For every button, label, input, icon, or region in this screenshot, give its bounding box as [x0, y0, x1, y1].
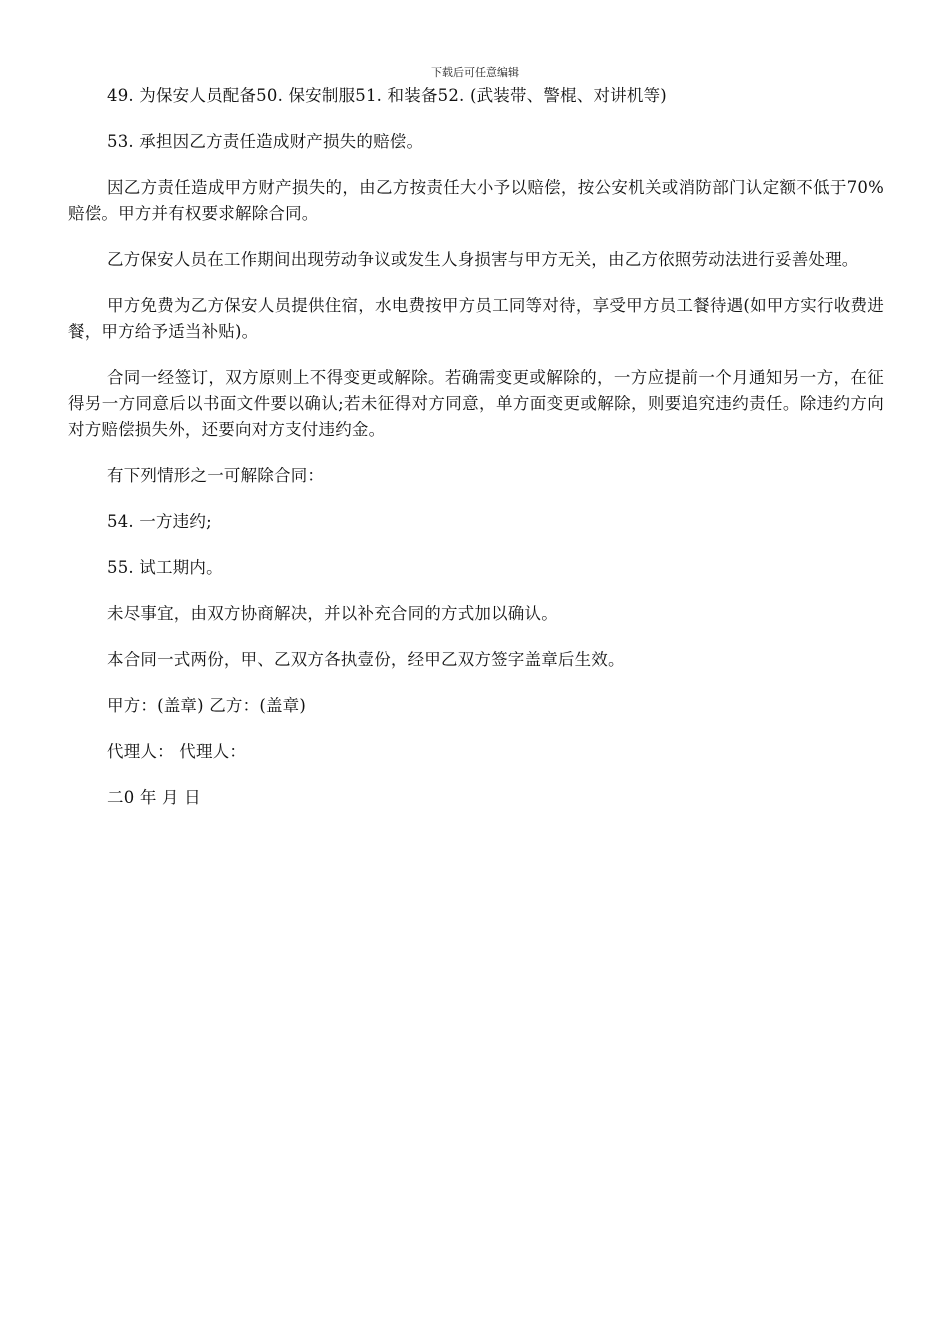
paragraph-labor-disputes: 乙方保安人员在工作期间出现劳动争议或发生人身损害与甲方无关，由乙方依照劳动法进行妥善处理。: [107, 250, 859, 269]
paragraph-copies-effective: 本合同一式两份，甲、乙双方各执壹份，经甲乙双方签字盖章后生效。: [107, 650, 625, 669]
page-header-note: 下载后可任意编辑: [431, 66, 519, 79]
signature-date: 二0 年 月 日: [107, 788, 201, 807]
signature-parties: 甲方：(盖章) 乙方：(盖章): [107, 696, 306, 715]
signature-agents: 代理人： 代理人：: [107, 742, 247, 761]
paragraph-clause-53: 53. 承担因乙方责任造成财产损失的赔偿。: [107, 132, 424, 151]
paragraph-contract-change: 合同一经签订，双方原则上不得变更或解除。若确需变更或解除的，一方应提前一个月通知另一方，在征得另一方同意后以书面文件要以确认;若未征得对方同意，单方面变更或解除，则要追究违约责任。除违约方向对方赔偿损失外，还要向对方支付违约金。: [68, 368, 884, 439]
paragraph-clause-54: 54. 一方违约;: [107, 512, 212, 531]
document-body: [68, 83, 884, 831]
paragraph-unresolved-matters: 未尽事宜，由双方协商解决，并以补充合同的方式加以确认。: [107, 604, 558, 623]
paragraph-termination-conditions: 有下列情形之一可解除合同：: [107, 466, 325, 485]
paragraph-clause-49-52: 49. 为保安人员配备50. 保安制服51. 和装备52. (武装带、警棍、对讲机等): [107, 86, 667, 105]
paragraph-damage-compensation: 因乙方责任造成甲方财产损失的，由乙方按责任大小予以赔偿，按公安机关或消防部门认定额不低于70%赔偿。甲方并有权要求解除合同。: [68, 178, 884, 223]
paragraph-accommodation: 甲方免费为乙方保安人员提供住宿，水电费按甲方员工同等对待，享受甲方员工餐待遇(如甲方实行收费进餐，甲方给予适当补贴)。: [68, 296, 884, 341]
paragraph-clause-55: 55. 试工期内。: [107, 558, 223, 577]
